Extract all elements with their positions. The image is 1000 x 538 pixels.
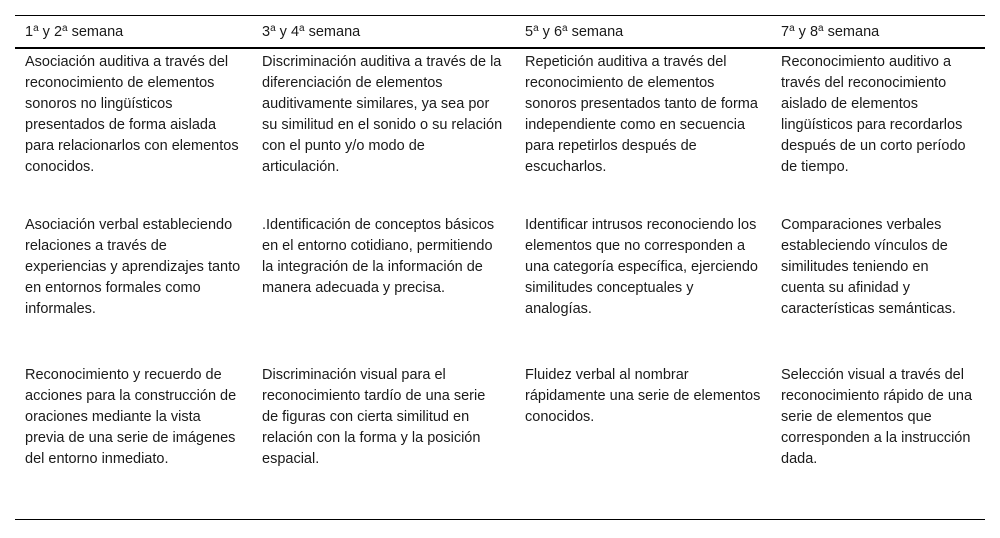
table-cell: Discriminación visual para el reconocimiento tardío de una serie de figuras con cierta similitud en relación con la forma y la posición espacial.	[262, 367, 486, 467]
header-weeks-3-4: 3$^a$ y 4$^a$ semana	[262, 22, 361, 40]
table-cell: Comparaciones verbales estableciendo vínculos de similitudes teniendo en cuenta su afinidad y características semánticas.	[781, 217, 956, 317]
table-header-row	[15, 16, 985, 49]
header-weeks-5-6: 5$^a$ y 6$^a$ semana	[525, 22, 624, 40]
table-row	[15, 215, 985, 365]
table-row	[15, 48, 985, 215]
table-cell: Repetición auditiva a través del reconocimiento de elementos sonoros presentados tanto de forma independiente como en secuencia para repetirlos después de escucharlos.	[525, 54, 758, 175]
table-cell: Reconocimiento y recuerdo de acciones para la construcción de oraciones mediante la vista previa de una serie de imágenes del entorno inmediato.	[25, 367, 237, 467]
table-cell: Reconocimiento auditivo a través del reconocimiento aislado de elementos lingüísticos para recordarlos después de un corto período de tiempo.	[781, 54, 966, 175]
table-cell: Asociación auditiva a través del reconocimiento de elementos sonoros no lingüísticos presentados de forma aislada para relacionarlos con elementos conocidos.	[25, 54, 239, 175]
weekly-activities-table	[15, 15, 985, 520]
table-cell: Discriminación auditiva a través de la diferenciación de elementos auditivamente similares, ya sea por su similitud en el sonido o su relación con el punto y/o modo de articulación.	[262, 54, 503, 175]
table-cell: Selección visual a través del reconocimiento rápido de una serie de elementos que corresponden a la instrucción dada.	[781, 367, 973, 467]
header-weeks-7-8: 7$^a$ y 8$^a$ semana	[781, 22, 880, 40]
header-weeks-1-2: 1$^a$ y 2$^a$ semana	[25, 22, 124, 40]
table-row	[15, 365, 985, 520]
table-cell: .Identificación de conceptos básicos en el entorno cotidiano, permitiendo la integración de la información de manera adecuada y precisa.	[262, 217, 495, 296]
table-cell: Identificar intrusos reconociendo los elementos que no corresponden a una categoría específica, ejerciendo similitudes conceptuales y analogías.	[525, 217, 758, 317]
table-cell: Fluidez verbal al nombrar rápidamente una serie de elementos conocidos.	[525, 367, 761, 425]
table-cell: Asociación verbal estableciendo relaciones a través de experiencias y aprendizajes tanto en entornos formales como informales.	[25, 217, 241, 317]
weekly-activities-table-container	[15, 15, 985, 520]
